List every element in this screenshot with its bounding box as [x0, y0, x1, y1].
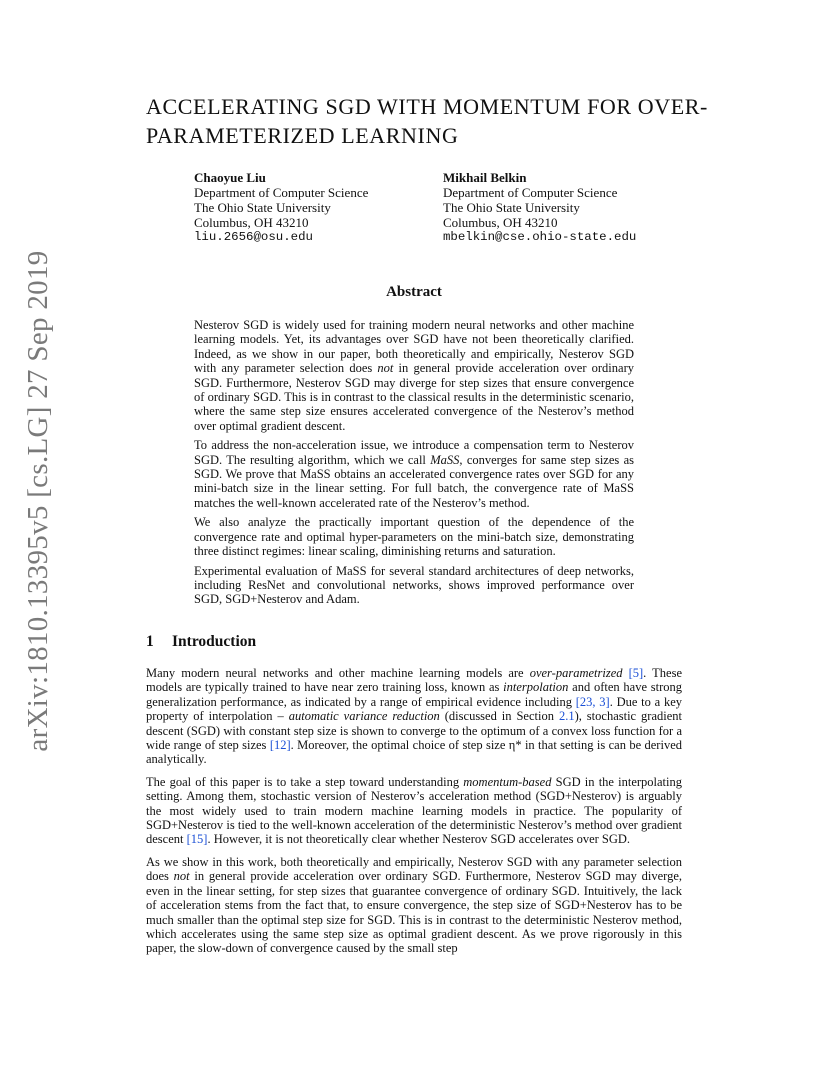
- text-run: in general provide acceleration over ordinary SGD. Furthermore, Nesterov SGD may diverge for step sizes that ensure convergence of ordinary SGD. This is in contrast to the classical results in the deterministic scenario, where the same step size ensures accelerated convergence of the Nesterov’s method over optimal gradient descent.: [194, 361, 634, 433]
- emphasis: not: [377, 361, 394, 376]
- emphasis: not: [173, 869, 190, 884]
- section-number: 1: [146, 633, 154, 650]
- paper-title: [146, 92, 706, 150]
- abstract-body: [194, 318, 634, 612]
- section-reference-link[interactable]: 2.1: [558, 709, 575, 724]
- arxiv-side-stamp: arXiv:1810.13395v5 [cs.LG] 27 Sep 2019: [22, 250, 54, 752]
- text-run: . These models are typically trained to have near zero training loss, known as: [146, 666, 683, 695]
- emphasis: over-parametrized: [529, 666, 623, 680]
- author-address: Columbus, OH 43210: [443, 215, 558, 230]
- text-run: . However, it is not theoretically clear whether Nesterov SGD accelerates over SGD.: [207, 832, 631, 847]
- text-run: To address the non-acceleration issue, we introduce a compensation term to Nesterov SGD. The resulting algorithm, which we call: [194, 438, 634, 467]
- author-university: The Ohio State University: [443, 200, 580, 215]
- text-run: . Due to a key property of interpolation –: [146, 694, 682, 724]
- text-run: As we show in this work, both theoretically and empirically, Nesterov SGD with any parameter selection does: [146, 854, 682, 884]
- text-run: Nesterov SGD is widely used for training modern neural networks and other machine learning models. Yet, its advantages over SGD have not been theoretically clarified. Indeed, as we show in our paper, both theoretically and empirically, Nesterov SGD with any parameter selection does: [194, 318, 634, 376]
- author-email[interactable]: liu.2656@osu.edu: [194, 230, 313, 244]
- citation-link[interactable]: [5]: [628, 666, 644, 680]
- body-paragraph: [146, 775, 682, 847]
- title-line-1: ACCELERATING SGD WITH MOMENTUM FOR OVER-: [146, 94, 708, 119]
- introduction-body: [146, 666, 682, 964]
- citation-link[interactable]: [12]: [269, 738, 291, 753]
- author-department: Department of Computer Science: [194, 185, 369, 200]
- text-run: . Moreover, the optimal choice of step size η* in that setting is can be derived analytically.: [146, 738, 682, 767]
- emphasis: MaSS: [430, 452, 460, 467]
- citation-link[interactable]: [23, 3]: [575, 694, 610, 709]
- abstract-paragraph: We also analyze the practically important question of the dependence of the convergence rate and optimal hyper-parameters on the mini-batch size, demonstrating three distinct regimes: linear scaling, diminishing returns and saturation.: [194, 515, 634, 559]
- text-run: and often have strong generalization performance, as indicated by a range of empirical evidence including: [146, 680, 683, 709]
- title-line-2: PARAMETERIZED LEARNING: [146, 123, 459, 148]
- body-paragraph: [146, 855, 682, 956]
- section-title: Introduction: [172, 633, 257, 650]
- author-block-2: [443, 170, 636, 245]
- abstract-heading: Abstract: [386, 284, 442, 300]
- author-block-1: [194, 170, 368, 245]
- author-email[interactable]: mbelkin@cse.ohio-state.edu: [443, 230, 637, 244]
- emphasis: automatic variance reduction: [288, 709, 440, 724]
- section-heading: [146, 633, 256, 651]
- abstract-paragraph: [194, 438, 634, 510]
- text-run: Many modern neural networks and other machine learning models are: [146, 666, 530, 680]
- text-run: in general provide acceleration over ordinary SGD. Furthermore, Nesterov SGD may diverge, even in the linear setting, for step sizes that guarantee convergence of ordinary SGD. Intuitively, the lack of acceleration stems from the fact that, to ensure convergence, the step size of SGD+Nesterov has to be much smaller than the optimal step size for SGD. This is in contrast to the deterministic Nesterov method, which accelerates using the same step size as optimal gradient descent. As we prove rigorously in this paper, the slow-down of convergence caused by the small step: [146, 869, 682, 956]
- author-address: Columbus, OH 43210: [194, 215, 309, 230]
- emphasis: interpolation: [503, 680, 569, 695]
- author-university: The Ohio State University: [194, 200, 331, 215]
- body-paragraph: [146, 666, 682, 767]
- citation-link[interactable]: [15]: [186, 832, 208, 847]
- author-name: Chaoyue Liu: [194, 170, 266, 185]
- text-run: SGD in the interpolating setting. Among them, stochastic version of Nesterov’s acceleration method (SGD+Nesterov) is arguably the most widely used to train modern machine learning models in practice. The popularity of SGD+Nesterov is tied to the well-known acceleration of the deterministic Nesterov’s method over gradient descent: [146, 774, 683, 847]
- text-run: (discussed in Section: [439, 709, 559, 724]
- abstract-paragraph: Experimental evaluation of MaSS for several standard architectures of deep networks, including ResNet and convolutional networks, shows improved performance over SGD, SGD+Nesterov and Adam.: [194, 563, 634, 607]
- text-run: ), stochastic gradient descent (SGD) with constant step size is shown to converge to the optimum of a convex loss function for a wide range of step sizes: [146, 709, 683, 753]
- author-name: Mikhail Belkin: [443, 170, 527, 185]
- author-department: Department of Computer Science: [443, 185, 618, 200]
- text-run: , converges for same step sizes as SGD. We prove that MaSS obtains an accelerated convergence rates over SGD for any mini-batch size in the linear setting. For full batch, the convergence rate of MaSS matches the well-known accelerated rate of the Nesterov’s method.: [194, 452, 634, 510]
- abstract-paragraph: [194, 318, 634, 433]
- emphasis: momentum-based: [463, 774, 552, 789]
- text-run: The goal of this paper is to take a step toward understanding: [146, 774, 464, 789]
